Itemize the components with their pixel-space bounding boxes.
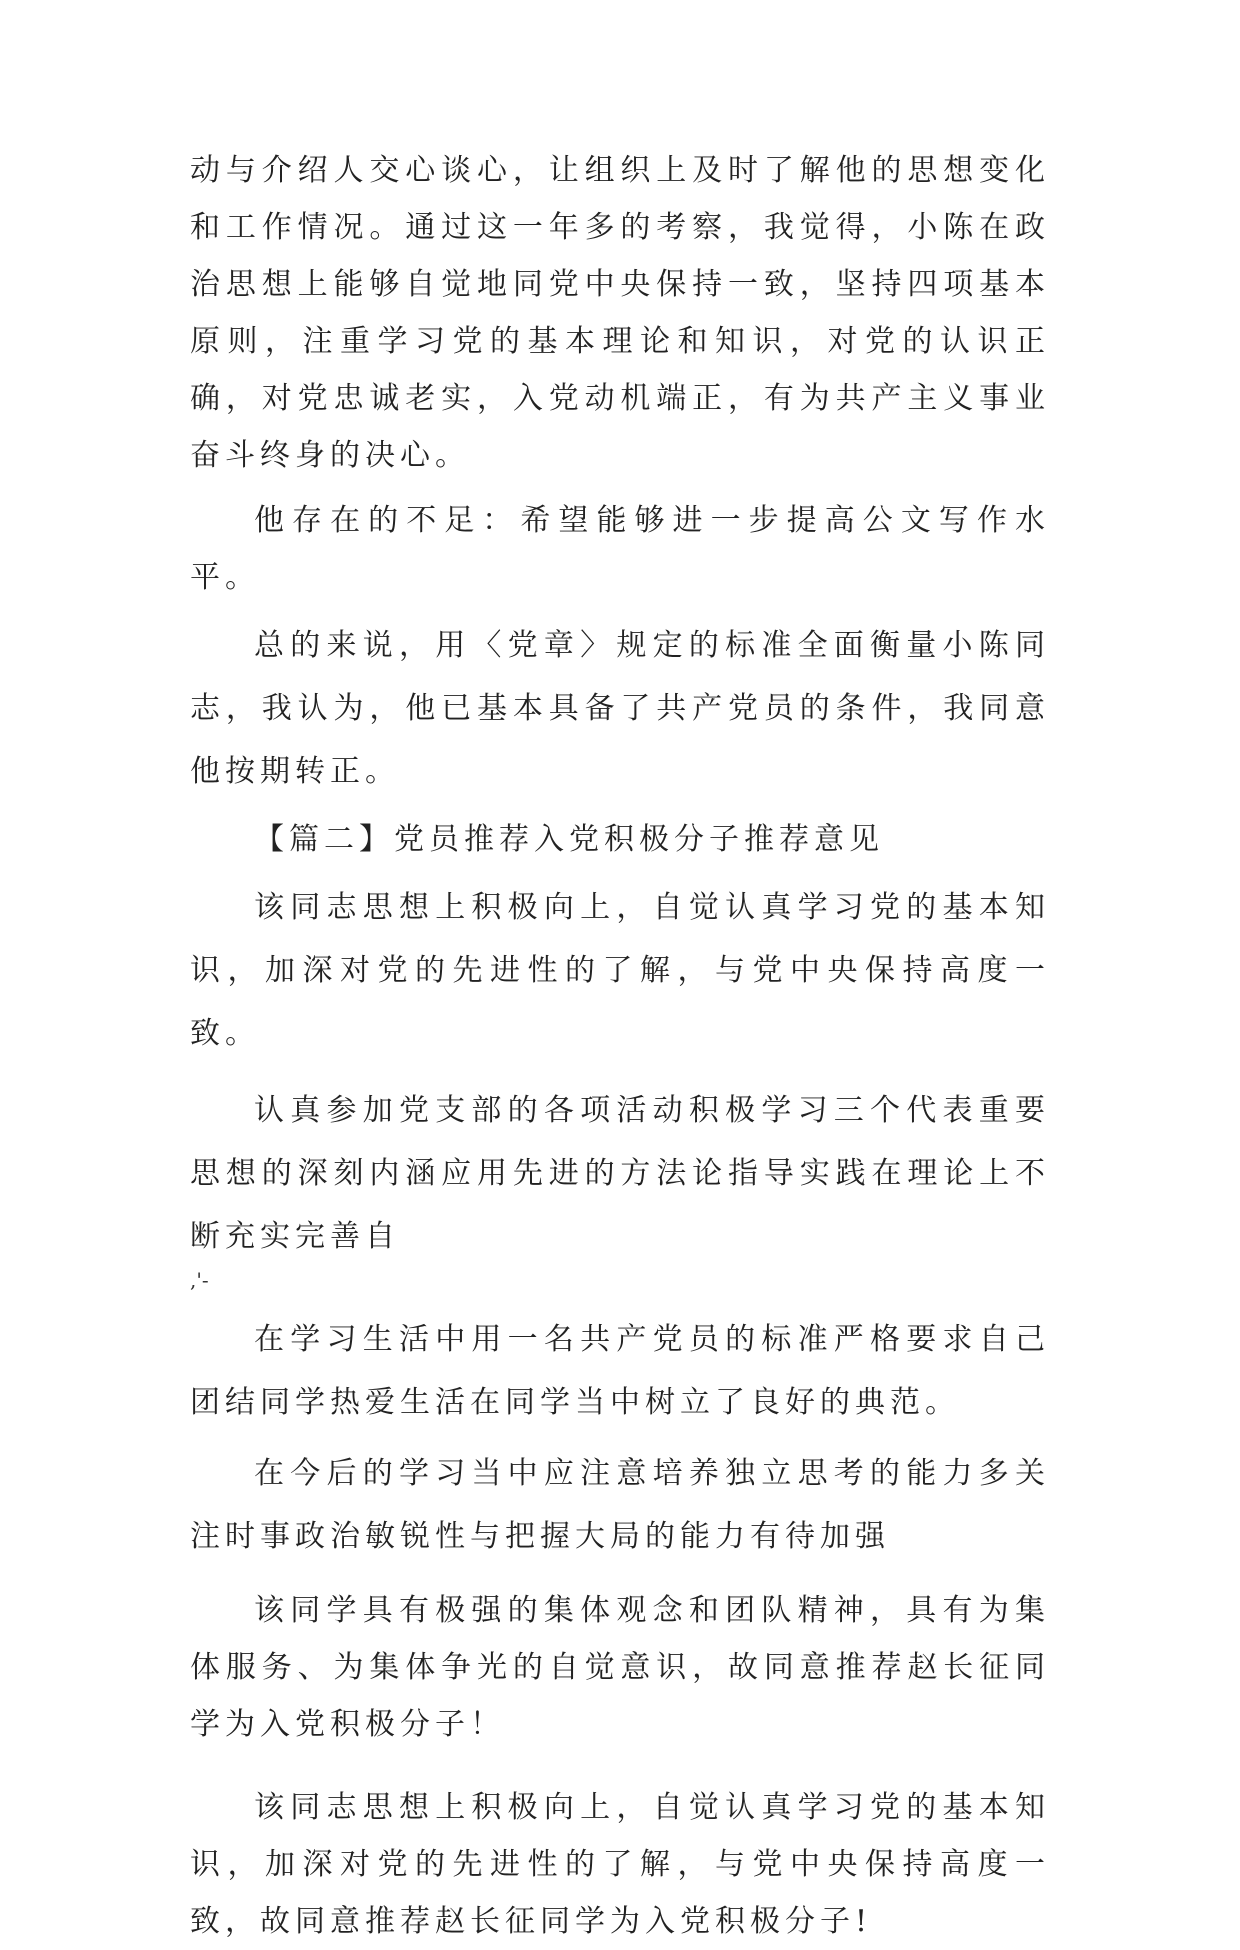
paragraph-recommendation-2: 认真参加党支部的各项活动积极学习三个代表重要思想的深刻内涵应用先进的方法论指导实践在理论上不断充实完善自 — [190, 1093, 1050, 1254]
paragraph-recommendation-1: 该同志思想上积极向上，自觉认真学习党的基本知识，加深对党的先进性的了解，与党中央保持高度一致。 — [190, 890, 1050, 1051]
document-body — [190, 142, 1050, 1950]
paragraph-conclusion: 总的来说，用〈党章〉规定的标准全面衡量小陈同志，我认为，他已基本具备了共产党员的条件，我同意他按期转正。 — [190, 628, 1050, 789]
stray-mark: ,'- — [190, 1268, 209, 1292]
paragraph-shortcomings: 他存在的不足：希望能够进一步提高公文写作水平。 — [190, 503, 1050, 595]
paragraph-recommendation-6: 该同志思想上积极向上，自觉认真学习党的基本知识，加深对党的先进性的了解，与党中央保持高度一致，故同意推荐赵长征同学为入党积极分子! — [190, 1790, 1050, 1939]
paragraph-evaluation-continued: 动与介绍人交心谈心，让组织上及时了解他的思想变化和工作情况。通过这一年多的考察，我觉得，小陈在政治思想上能够自觉地同党中央保持一致，坚持四项基本原则，注重学习党的基本理论和知识，对党的认识正确，对党忠诚老实，入党动机端正，有为共产主义事业奋斗终身的决心。 — [190, 153, 1050, 473]
section-heading-part-two: 【篇二】党员推荐入党积极分子推荐意见 — [254, 822, 884, 857]
paragraph-recommendation-4: 在今后的学习当中应注意培养独立思考的能力多关注时事政治敏锐性与把握大局的能力有待加强 — [190, 1456, 1050, 1554]
paragraph-recommendation-5: 该同学具有极强的集体观念和团队精神，具有为集体服务、为集体争光的自觉意识，故同意推荐赵长征同学为入党积极分子！ — [190, 1593, 1050, 1742]
paragraph-recommendation-3: 在学习生活中用一名共产党员的标准严格要求自己团结同学热爱生活在同学当中树立了良好的典范。 — [190, 1322, 1050, 1420]
